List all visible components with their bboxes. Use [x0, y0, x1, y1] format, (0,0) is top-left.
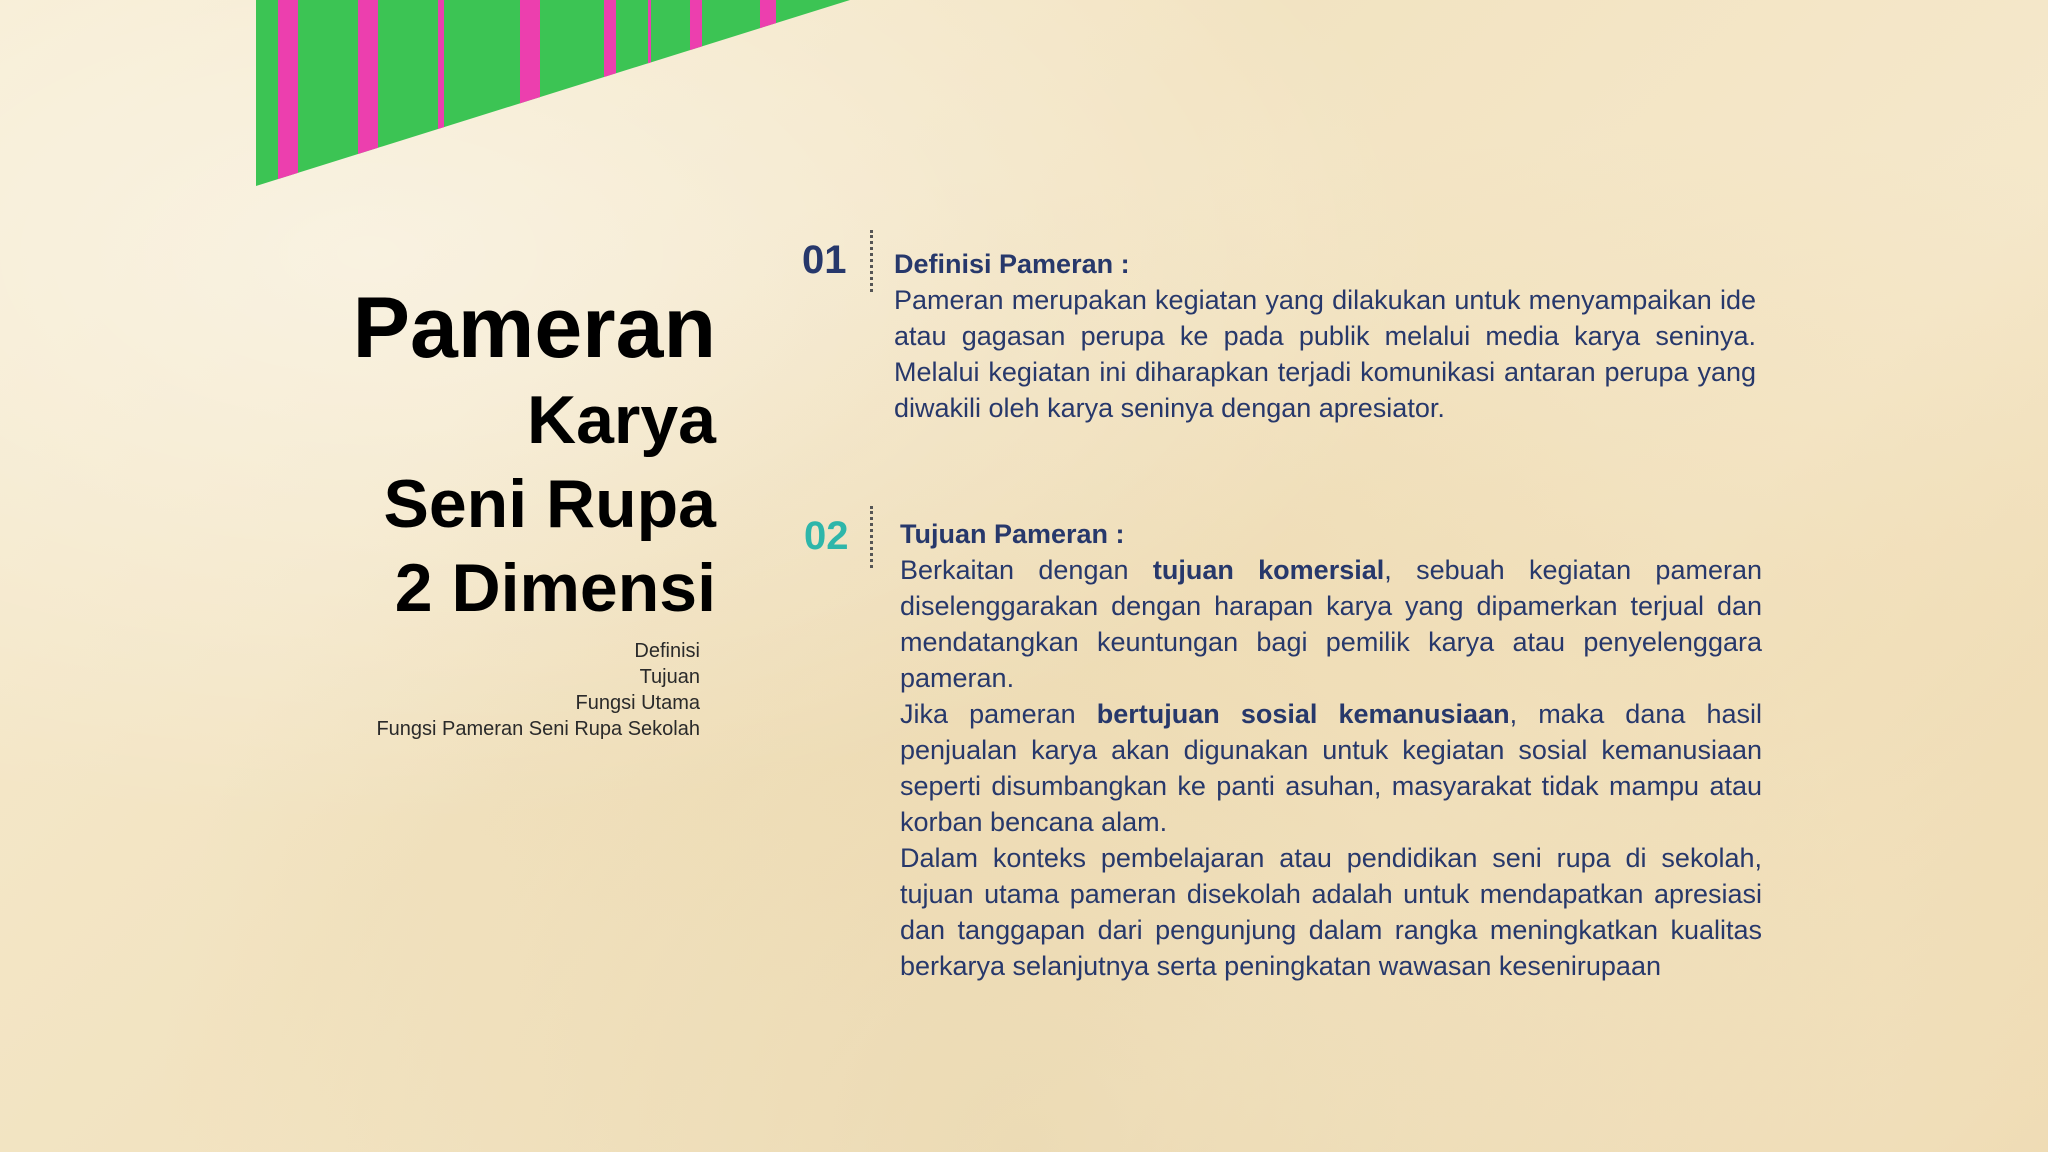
- section-body-definisi: Pameran merupakan kegiatan yang dilakukan untuk menyampaikan ide atau gagasan perupa ke pada publik melalui media karya seninya. Melalui kegiatan ini diharapkan terjadi komunikasi antaran perupa yang diwakili oleh karya seninya dengan apresiator.: [894, 285, 1756, 423]
- title-line-dimensi: 2 Dimensi: [394, 550, 716, 626]
- section-tujuan: [900, 516, 1762, 984]
- topic-list: [376, 638, 700, 742]
- paragraph-komersial-rest: , sebuah kegiatan pameran diselenggarakan dengan harapan karya yang dipamerkan terjual dan mendatangkan keuntungan bagi pemilik karya atau penyelenggara pameran.: [900, 555, 1762, 693]
- title-line-karya: Karya: [526, 382, 716, 458]
- paragraph-sosial-lead: Jika pameran: [900, 699, 1097, 729]
- topic-item-definisi: Definisi: [634, 640, 700, 662]
- section-definisi: [894, 246, 1756, 426]
- section-heading-definisi: Definisi Pameran :: [894, 249, 1130, 279]
- topic-item-fungsi-pameran-sekolah: Fungsi Pameran Seni Rupa Sekolah: [376, 718, 700, 740]
- decorative-stripe-banner: [0, 0, 860, 190]
- emphasis-sosial-kemanusiaan: bertujuan sosial kemanusiaan: [1096, 699, 1510, 729]
- paragraph-sosial: [900, 696, 1762, 840]
- section-number-01: 01: [802, 238, 847, 282]
- title-line-pameran: Pameran: [352, 280, 716, 376]
- divider-dotted-02: [870, 506, 873, 568]
- paragraph-sosial-rest: , maka dana hasil penjualan karya akan digunakan untuk kegiatan sosial kemanusiaan seperti disumbangkan ke panti asuhan, masyarakat tidak mampu atau korban bencana alam.: [900, 699, 1762, 837]
- emphasis-tujuan-komersial: tujuan komersial: [1152, 555, 1385, 585]
- topic-item-fungsi-utama: Fungsi Utama: [575, 692, 700, 714]
- topic-item-tujuan: Tujuan: [639, 666, 700, 688]
- paragraph-komersial-lead: Berkaitan dengan: [900, 555, 1153, 585]
- divider-dotted-01: [870, 230, 873, 292]
- section-heading-tujuan: Tujuan Pameran :: [900, 519, 1125, 549]
- paragraph-sekolah: Dalam konteks pembelajaran atau pendidikan seni rupa di sekolah, tujuan utama pameran disekolah adalah untuk mendapatkan apresiasi dan tanggapan dari pengunjung dalam rangka meningkatkan kualitas berkarya selanjutnya serta peningkatan wawasan kesenirupaan: [900, 843, 1762, 981]
- title-line-seni-rupa: Seni Rupa: [383, 466, 716, 542]
- section-number-02: 02: [804, 514, 849, 558]
- paragraph-komersial: [900, 552, 1762, 696]
- slide-title: [353, 278, 716, 630]
